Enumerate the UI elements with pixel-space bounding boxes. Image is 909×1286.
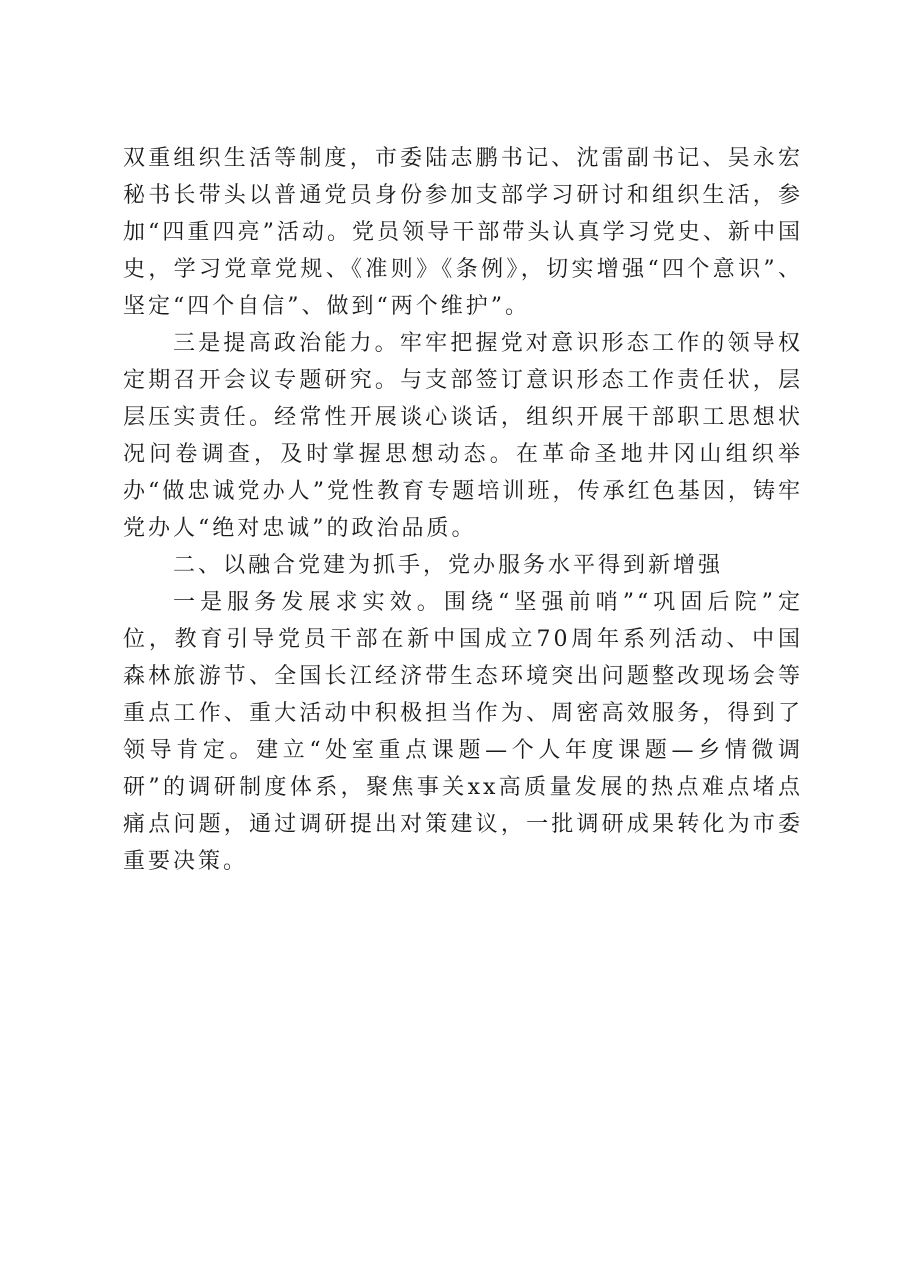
paragraph-continuation: 双重组织生活等制度，市委陆志鹏书记、沈雷副书记、吴永宏秘书长带头以普通党员身份参加支部学习研讨和组织生活，参加“四重四亮”活动。党员领导干部带头认真学习党史、新中国史，学习党章党规、《准则》《条例》，切实增强“四个意识”、坚定“四个自信”、做到“两个维护”。 — [123, 146, 803, 319]
section-heading: 二、以融合党建为抓手，党办服务水平得到新增强 — [173, 553, 724, 578]
paragraph-political-ability: 三是提高政治能力。牢牢把握党对意识形态工作的领导权定期召开会议专题研究。与支部签订意识形态工作责任状，层层压实责任。经常性开展谈心谈话，组织开展干部职工思想状况问卷调查，及时掌握思想动态。在革命圣地井冈山组织举办“做忠诚党办人”党性教育专题培训班，传承红色基因，铸牢党办人“绝对忠诚”的政治品质。 — [123, 331, 803, 541]
paragraph-service-development: 一是服务发展求实效。围绕“坚强前哨”“巩固后院”定位，教育引导党员干部在新中国成立70周年系列活动、中国森林旅游节、全国长江经济带生态环境突出问题整改现场会等重点工作、重大活动中积极担当作为、周密高效服务，得到了领导肯定。建立“处室重点课题—个人年度课题—乡情微调研”的调研制度体系，聚焦事关xx高质量发展的热点难点堵点痛点问题，通过调研提出对策建议，一批调研成果转化为市委重要决策。 — [123, 590, 803, 874]
document-body — [123, 140, 803, 880]
